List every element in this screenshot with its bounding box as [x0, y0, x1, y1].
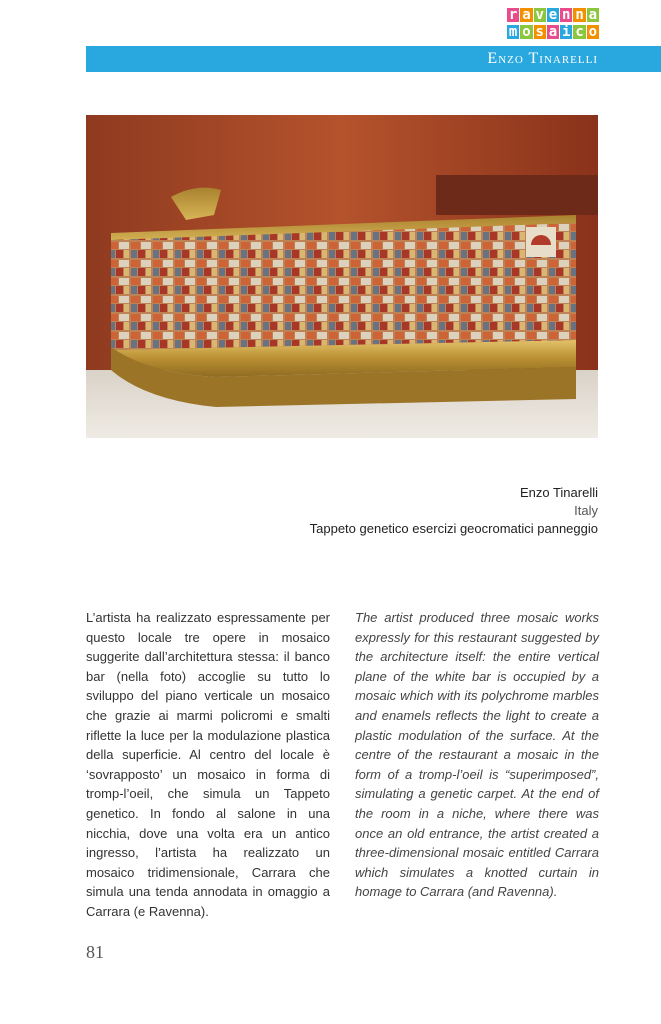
body-text-english: The artist produced three mosaic works expressly for this restaurant suggested by the architecture itself: the entire vertical plane of the white bar is occupied by a mosaic which with its polychrome marbles and enamels reflects the light to create a plastic modulation of the surface. At the centre of the restaurant a mosaic in the form of a tromp-l’oeil is “superimposed”, simulating a genetic carpet. At the end of the room in a niche, where there was once an old entrance, the artist created a three-dimensional mosaic entitled Carrara which simulates a knotted curtain in homage to Carrara (and Ravenna). — [355, 610, 599, 900]
caption-work-title: Tappeto genetico esercizi geocromatici panneggio — [309, 521, 598, 536]
page-title: Enzo Tinarelli — [487, 50, 598, 67]
logo-letter: n — [575, 7, 584, 23]
header-band — [86, 46, 661, 72]
logo-letter: o — [522, 24, 531, 40]
logo-letter: c — [575, 24, 584, 40]
artwork-caption — [310, 484, 598, 538]
caption-artist: Enzo Tinarelli — [519, 485, 598, 500]
logo-line-ravenna — [507, 8, 599, 22]
caption-country: Italy — [574, 503, 598, 518]
logo-letter: a — [548, 24, 558, 40]
page-number: 81 — [86, 942, 104, 962]
logo-line-mosaico — [507, 25, 599, 39]
logo-letter: a — [522, 7, 531, 23]
logo-letter: a — [588, 7, 598, 23]
logo-letter: v — [535, 7, 544, 23]
ravenna-mosaico-logo — [507, 8, 599, 40]
logo-letter: n — [562, 7, 571, 23]
logo-letter: s — [535, 24, 544, 40]
logo-letter: o — [588, 24, 598, 40]
mosaic-bar-photo — [86, 115, 598, 438]
logo-letter: r — [508, 7, 518, 23]
body-text-italian: L’artista ha realizzato espressamente per questo locale tre opere in mosaico suggerite dall’architettura stessa: il banco bar (nella foto) accoglie su tutto lo sviluppo del piano verticale un mosaico che grazie ai marmi policromi e smalti riflette la luce per la modulazione plastica della superficie. Al centro del locale è ‘sovrapposto’ un mosaico in forma di tromp-l’oeil, che simula un Tappeto genetico. In fondo al salone in una nicchia, dove una volta era un antico ingresso, l’artista ha realizzato un mosaico tridimensionale, Carrara che simula una tenda annodata in omaggio a Carrara (e Ravenna). — [86, 610, 330, 919]
logo-letter: e — [548, 7, 558, 23]
logo-letter: i — [562, 24, 571, 40]
mosaic-bar-illustration — [86, 115, 598, 438]
logo-letter: m — [508, 24, 518, 40]
